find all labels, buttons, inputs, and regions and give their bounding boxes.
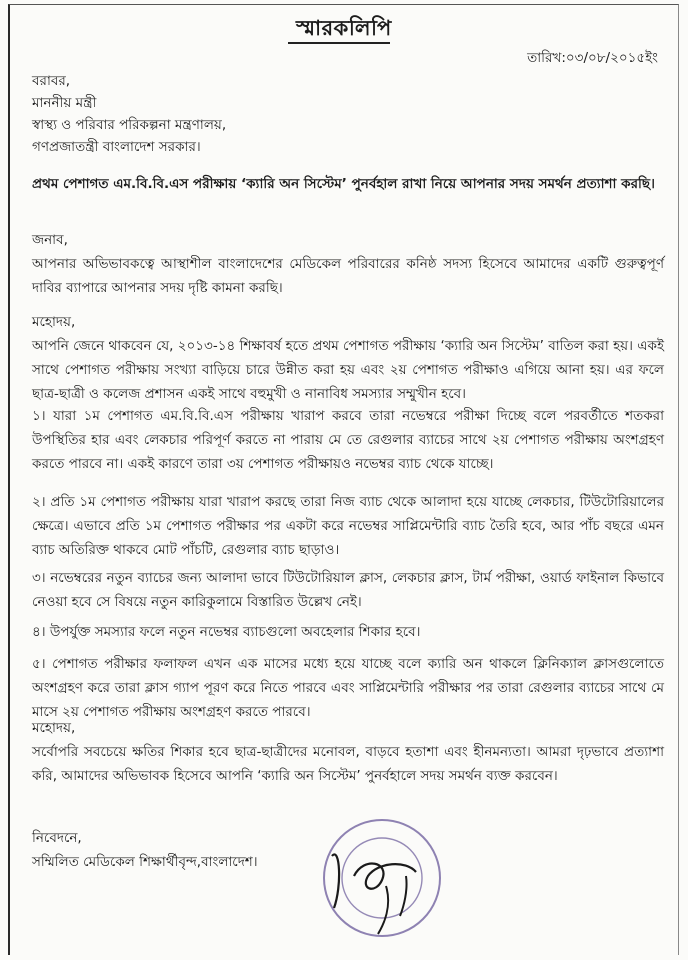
title-underline (288, 42, 390, 44)
intro-paragraph: আপনি জেনে থাকবেন যে, ২০১৩-১৪ শিক্ষাবর্ষ হতে প্রথম পেশাগত পরীক্ষায় ‘ক্যারি অন সিস্টেম’ বাতিল করা হয়। একই সাথে পেশাগত পরীক্ষায় সংখ্যা বাড়িয়ে চারে উন্নীত করা হয় এবং ২য় পেশাগত পরীক্ষাও এগিয়ে আনা হয়। এর ফলে ছাত্র-ছাত্রী ও কলেজ প্রশাসন একই সাথে বহুমুখী ও নানাবিধ সমস্যার সম্মুখীন হবে। (32, 338, 664, 402)
signature-sender: সম্মিলিত মেডিকেল শিক্ষার্থীবৃন্দ,বাংলাদেশ। (32, 854, 258, 870)
address-line: গণপ্রজাতন্ত্রী বাংলাদেশ সরকার। (32, 139, 201, 155)
closing-paragraph: সর্বোপরি সবচেয়ে ক্ষতির শিকার হবে ছাত্র-ছাত্রীদের মনোবল, বাড়বে হতাশা এবং হীনমন্যতা। আমরা দৃঢ়ভাবে প্রত্যাশা করি, আমাদের অভিভাবক হিসেবে আপনি ‘ক্যারি অন সিস্টেম’ পুনর্বহালে সদয় সমর্থন ব্যক্ত করবেন। (32, 744, 664, 784)
document-title: স্মারকলিপি (296, 16, 392, 40)
subject-line: প্রথম পেশাগত এম.বি.বি.এস পরীক্ষায় ‘ক্যারি অন সিস্টেম’ পুনর্বহাল রাখা নিয়ে আপনার সদয় সমর্থন প্রত্যাশা করছি। (32, 176, 655, 192)
recipient-address (32, 70, 226, 158)
closing-salutation: মহোদয়, (32, 720, 76, 736)
signature-block (32, 826, 258, 874)
intro-salutation: মহোদয়, (32, 314, 76, 330)
address-line: মাননীয় মন্ত্রী (32, 95, 97, 111)
address-line: স্বাস্থ্য ও পরিবার পরিকল্পনা মন্ত্রণালয়, (32, 117, 227, 133)
point-2: ২। প্রতি ১ম পেশাগত পরীক্ষায় যারা খারাপ করছে তারা নিজ ব্যাচ থেকে আলাদা হয়ে যাচ্ছে লেকচার, টিউটোরিয়ালের ক্ষেত্রে। এভাবে প্রতি ১ম পেশাগত পরীক্ষার পর একটা করে নভেম্বর সাপ্লিমেন্টারি ব্যাচ তৈরি হবে, আর পাঁচ বছরে এমন ব্যাচ অতিরিক্ত থাকবে মোট পাঁচটি, রেগুলার ব্যাচ ছাড়াও। (32, 494, 664, 558)
greeting-paragraph: আপনার অভিভাবকত্বে আস্থাশীল বাংলাদেশের মেডিকেল পরিবারের কনিষ্ঠ সদস্য হিসেবে আমাদের একটি গুরুত্বপূর্ণ দাবির ব্যাপারে আপনার সদয় দৃষ্টি কামনা করছি। (32, 256, 664, 296)
seal-stamp-with-signature (320, 816, 444, 940)
signature-closing: নিবেদনে, (32, 830, 82, 846)
point-1: ১। যারা ১ম পেশাগত এম.বি.বি.এস পরীক্ষায় খারাপ করবে তারা নভেম্বরে পরীক্ষা দিচ্ছে বলে পরবর্তীতে শতকরা উপস্থিতির হার এবং লেকচার পরিপূর্ণ করতে না পারায় মে তে রেগুলার ব্যাচের সাথে ২য় পেশাগত পরীক্ষায় অংশগ্রহণ করতে পারবে না। একই কারণে তারা ৩য় পেশাগত পরীক্ষায়ও নভেম্বর ব্যাচ থেকে যাচ্ছে। (32, 408, 664, 472)
address-line: বরাবর, (32, 73, 71, 89)
greeting-salutation: জনাব, (32, 232, 68, 248)
document-date: তারিখ:০৩/০৮/২০১৫ইং (527, 50, 658, 66)
point-4: ৪। উপর্যুক্ত সমস্যার ফলে নতুন নভেম্বর ব্যাচগুলো অবহেলার শিকার হবে। (32, 624, 421, 640)
point-5: ৫। পেশাগত পরীক্ষার ফলাফল এখন এক মাসের মধ্যে হয়ে যাচ্ছে বলে ক্যারি অন থাকলে ক্লিনিক্যাল ক্লাসগুলোতে অংশগ্রহণ করে তারা ক্লাস গ্যাপ পূরণ করে নিতে পারবে এবং সাপ্লিমেন্টারি পরীক্ষার পর তারা রেগুলার ব্যাচের সাথে মে মাসে ২য় পেশাগত পরীক্ষায় অংশগ্রহণ করতে পারবে। (32, 656, 664, 720)
point-3: ৩। নভেম্বরের নতুন ব্যাচের জন্য আলাদা ভাবে টিউটোরিয়াল ক্লাস, লেকচার ক্লাস, টার্ম পরীক্ষা, ওয়ার্ড ফাইনাল কিভাবে নেওয়া হবে সে বিষয়ে নতুন কারিকুলামে বিস্তারিত উল্লেখ নেই। (32, 570, 664, 610)
